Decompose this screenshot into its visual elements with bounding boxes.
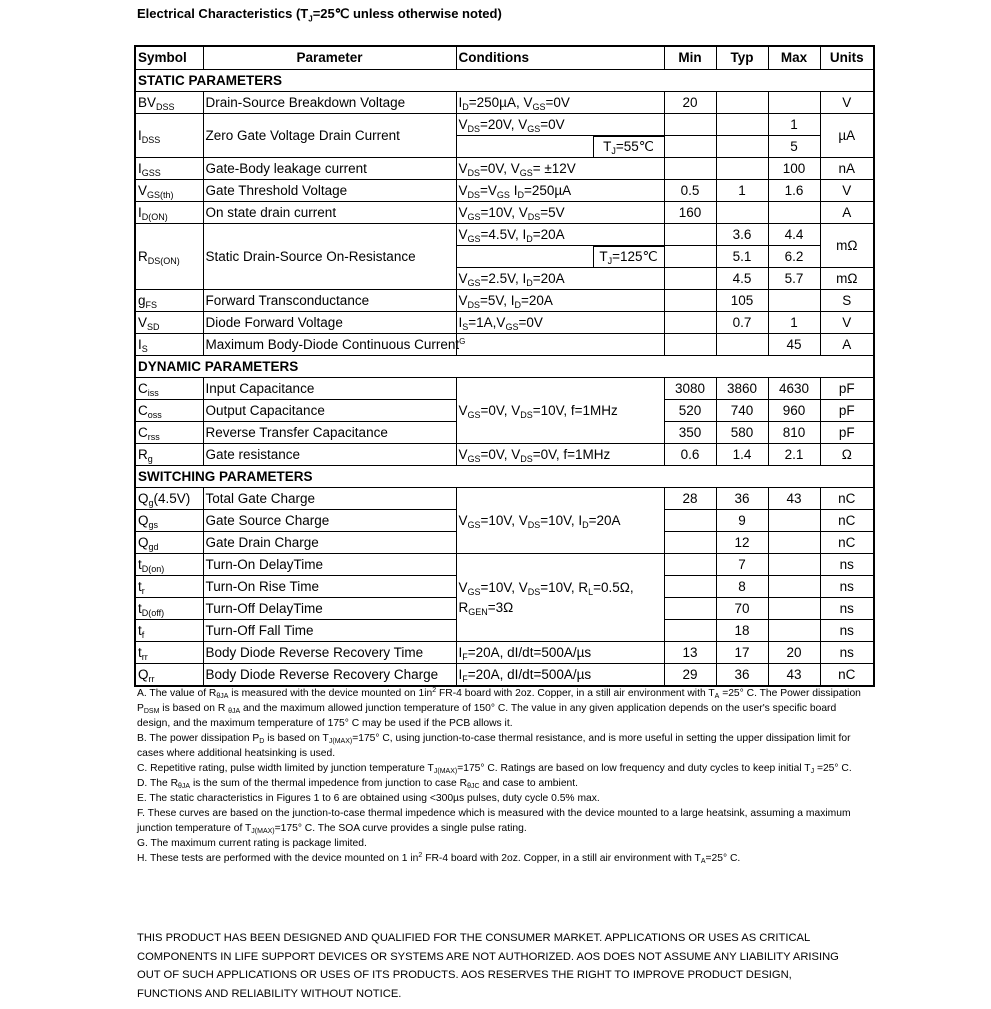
symbol-cell: $Q_{rr}$ [135,664,203,687]
table-row [135,334,874,356]
symbol-cell: $Q_{gd}$ [135,532,203,554]
condition-cell: $V_{DS}=5V$, $I_D=20A$ [456,290,664,312]
max-cell [768,510,820,532]
condition-cell: $V_{GS}=0V$, $V_{DS}=0V$, f=1MHz [456,444,664,466]
symbol-cell: $V_{SD}$ [135,312,203,334]
condition-cell: $V_{DS}=V_{GS}$ $I_D=250\mu A$ [456,180,664,202]
parameter-cell: Reverse Transfer Capacitance [203,422,456,444]
symbol-cell: $I_{DSS}$ [135,114,203,158]
footnote-a: A. The value of $R_{\theta JA}$ is measured with the device mounted on $1in^2$ FR-4 board with 2oz. Copper, in a still air environment with $T_A =25^\circ$ C. The Power dissipation $P_{DSM}$ is based on R $_{\theta JA}$ and the maximum allowed junction temperature of 150° C. The value in any given application depends on the user's specific board design, and the maximum temperature of 175° C may be used if the PCB allows it. [137,687,861,729]
typ-cell: 17 [716,642,768,664]
parameter-cell: Gate Source Charge [203,510,456,532]
typ-cell: 8 [716,576,768,598]
condition-cell: $V_{DS}=20V$, $V_{GS}=0V$ [456,114,664,136]
disclaimer-line: FUNCTIONS AND RELIABILITY WITHOUT NOTICE. [137,987,402,1000]
symbol-cell: $t_{D(on)}$ [135,554,203,576]
typ-cell: 4.5 [716,268,768,290]
page-title: Electrical Characteristics ($T_J=25℃$ unless otherwise noted) [137,6,502,24]
units-cell: ns [820,642,874,664]
condition-cell: $V_{GS}=10V$, $V_{DS}=10V$, $R_L=0.5\Omega$, $R_{GEN}=3\Omega$ [456,554,664,642]
parameter-cell: Gate Threshold Voltage [203,180,456,202]
min-cell: 3080 [664,378,716,400]
max-cell: 6.2 [768,246,820,268]
footnote-e: E. The static characteristics in Figures 1 to 6 are obtained using <300µs pulses, duty cycle 0.5% max. [137,793,600,804]
footnote-f: F. These curves are based on the junction-to-case thermal impedence which is measured with the device mounted to a large heatsink, assuming a maximum junction temperature of $T_{J(MAX)}=175^\circ$ C. The SOA curve provides a single pulse rating. [137,808,851,835]
table-row [135,180,874,202]
typ-cell: 70 [716,598,768,620]
max-cell: 2.1 [768,444,820,466]
symbol-cell: $Q_g(4.5V)$ [135,488,203,510]
condition-cell: $T_J=125℃$ [456,246,664,268]
typ-cell: 36 [716,664,768,687]
electrical-characteristics-table [134,45,875,687]
units-cell: V [820,92,874,114]
units-cell: A [820,334,874,356]
parameter-cell: Body Diode Reverse Recovery Time [203,642,456,664]
units-cell: ns [820,620,874,642]
symbol-cell: $Q_{gs}$ [135,510,203,532]
symbol-cell: $I_{GSS}$ [135,158,203,180]
max-cell: 5 [768,136,820,158]
min-cell [664,554,716,576]
header-typ: Typ [716,46,768,70]
typ-cell [716,334,768,356]
table-row [135,92,874,114]
table-row [135,312,874,334]
units-cell: mΩ [820,224,874,268]
table-row [135,444,874,466]
parameter-cell: Turn-On Rise Time [203,576,456,598]
table-row [135,554,874,576]
parameter-cell: Turn-On DelayTime [203,554,456,576]
units-cell: nC [820,488,874,510]
parameter-cell: Forward Transconductance [203,290,456,312]
max-cell: 45 [768,334,820,356]
condition-cell: $I_S=1A,V_{GS}=0V$ [456,312,664,334]
symbol-cell: $t_{rr}$ [135,642,203,664]
units-cell: ns [820,598,874,620]
disclaimer-line: THIS PRODUCT HAS BEEN DESIGNED AND QUALIFIED FOR THE CONSUMER MARKET. APPLICATIONS OR USES AS CRITICAL [137,932,811,944]
min-cell [664,290,716,312]
max-cell: 4.4 [768,224,820,246]
typ-cell: 12 [716,532,768,554]
typ-cell: 1 [716,180,768,202]
max-cell [768,92,820,114]
min-cell [664,334,716,356]
max-cell: 100 [768,158,820,180]
condition-cell: $I_D=250\mu A$, $V_{GS}=0V$ [456,92,664,114]
parameter-cell: Turn-Off Fall Time [203,620,456,642]
footnote-h: H. These tests are performed with the device mounted on 1 $in^2$ FR-4 board with 2oz. Copper, in a still air environment with $T_A=25^\circ$ C. [137,852,741,865]
condition-cell: $V_{GS}=2.5V$, $I_D=20A$ [456,268,664,290]
units-cell: pF [820,400,874,422]
condition-cell: $V_{GS}=10V$, $V_{DS}=10V$, $I_D=20A$ [456,488,664,554]
table-row-rdson-1 [135,224,874,246]
min-cell: 160 [664,202,716,224]
max-cell [768,598,820,620]
units-cell: V [820,312,874,334]
max-cell [768,202,820,224]
footnote-c: C. Repetitive rating, pulse width limited by junction temperature $T_{J(MAX)}=175^\circ$ C. Ratings are based on low frequency and duty cycles to keep initial $T_J =25^\circ$ C. [137,763,852,775]
typ-cell: 580 [716,422,768,444]
header-conditions: Conditions [456,46,664,70]
max-cell [768,576,820,598]
section-dynamic: DYNAMIC PARAMETERS [135,356,874,378]
condition-cell [456,334,664,356]
symbol-cell: $C_{iss}$ [135,378,203,400]
max-cell: 960 [768,400,820,422]
max-cell [768,554,820,576]
max-cell: 43 [768,488,820,510]
condition-cell: $V_{GS}=0V$, $V_{DS}=10V$, f=1MHz [456,378,664,444]
typ-cell: 36 [716,488,768,510]
min-cell [664,532,716,554]
min-cell [664,620,716,642]
parameter-cell: Static Drain-Source On-Resistance [203,224,456,290]
parameter-cell: Drain-Source Breakdown Voltage [203,92,456,114]
symbol-cell: $g_{FS}$ [135,290,203,312]
min-cell: 0.6 [664,444,716,466]
table-row [135,202,874,224]
parameter-cell: Gate-Body leakage current [203,158,456,180]
header-parameter: Parameter [203,46,456,70]
table-row [135,158,874,180]
max-cell: 1 [768,312,820,334]
units-cell: Ω [820,444,874,466]
units-cell: nA [820,158,874,180]
footnotes [137,686,872,866]
symbol-cell: $t_f$ [135,620,203,642]
typ-cell [716,202,768,224]
condition-cell: $I_F=20A$, dI/dt=500A/µs [456,642,664,664]
symbol-cell: $R_{DS(ON)}$ [135,224,203,290]
units-cell: ns [820,576,874,598]
units-cell: V [820,180,874,202]
typ-cell: 740 [716,400,768,422]
units-cell: A [820,202,874,224]
min-cell: 13 [664,642,716,664]
max-cell: 20 [768,642,820,664]
typ-cell [716,92,768,114]
symbol-cell: $C_{oss}$ [135,400,203,422]
parameter-cell: Turn-Off DelayTime [203,598,456,620]
parameter-cell: Input Capacitance [203,378,456,400]
condition-cell: $V_{DS}=0V$, $V_{GS}= \pm 12V$ [456,158,664,180]
header-units: Units [820,46,874,70]
units-cell: mΩ [820,268,874,290]
parameter-cell: Diode Forward Voltage [203,312,456,334]
parameter-cell: On state drain current [203,202,456,224]
section-static: STATIC PARAMETERS [135,70,874,92]
max-cell: 1.6 [768,180,820,202]
typ-cell: 105 [716,290,768,312]
symbol-cell: $R_g$ [135,444,203,466]
max-cell [768,620,820,642]
symbol-cell: $t_{D(off)}$ [135,598,203,620]
min-cell [664,510,716,532]
condition-cell: $I_F=20A$, dI/dt=500A/µs [456,664,664,687]
units-cell: pF [820,422,874,444]
units-cell: nC [820,664,874,687]
symbol-cell: $BV_{DSS}$ [135,92,203,114]
symbol-cell: $C_{rss}$ [135,422,203,444]
units-cell: pF [820,378,874,400]
min-cell: 520 [664,400,716,422]
typ-cell: 3860 [716,378,768,400]
typ-cell: 9 [716,510,768,532]
max-cell [768,532,820,554]
table-row [135,290,874,312]
min-cell [664,312,716,334]
table-row-idss-1 [135,114,874,136]
symbol-cell: $I_{D(ON)}$ [135,202,203,224]
condition-cell: $T_J=55℃$ [456,136,664,158]
min-cell [664,158,716,180]
min-cell: 350 [664,422,716,444]
table-row [135,378,874,400]
symbol-cell: $t_r$ [135,576,203,598]
disclaimer [137,929,872,1003]
max-cell: 1 [768,114,820,136]
table-header-row [135,46,874,70]
max-cell: 43 [768,664,820,687]
header-symbol: Symbol [135,46,203,70]
footnote-g: G. The maximum current rating is package limited. [137,838,367,849]
disclaimer-line: COMPONENTS IN LIFE SUPPORT DEVICES OR SYSTEMS ARE NOT AUTHORIZED. AOS DOES NOT ASSUME ANY LIABILITY ARISING [137,950,839,963]
table-row [135,642,874,664]
disclaimer-line: OUT OF SUCH APPLICATIONS OR USES OF ITS PRODUCTS. AOS RESERVES THE RIGHT TO IMPROVE PRODUCT DESIGN, [137,969,792,981]
parameter-cell: Output Capacitance [203,400,456,422]
typ-cell: 7 [716,554,768,576]
condition-cell: $V_{GS}=10V$, $V_{DS}=5V$ [456,202,664,224]
max-cell: 810 [768,422,820,444]
condition-cell: $V_{GS}=4.5V$, $I_D=20A$ [456,224,664,246]
table-row [135,664,874,687]
max-cell: 5.7 [768,268,820,290]
typ-cell: 0.7 [716,312,768,334]
units-cell: nC [820,532,874,554]
footnote-b: B. The power dissipation $P_D$ is based on $T_{J(MAX)}=175^\circ$ C, using junction-to-case thermal resistance, and is more useful in setting the upper dissipation limit for cases where additional heatsinking is used. [137,733,851,759]
header-max: Max [768,46,820,70]
typ-cell [716,158,768,180]
parameter-cell: Gate resistance [203,444,456,466]
min-cell [664,598,716,620]
symbol-cell: $I_S$ [135,334,203,356]
parameter-cell: Zero Gate Voltage Drain Current [203,114,456,158]
units-cell: S [820,290,874,312]
footnote-d: D. The $R_{\theta JA}$ is the sum of the thermal impedence from junction to case $R_{\theta JC}$ and case to ambient. [137,778,579,790]
units-cell: ns [820,554,874,576]
parameter-cell: Gate Drain Charge [203,532,456,554]
min-cell: 28 [664,488,716,510]
typ-cell: 5.1 [716,246,768,268]
min-cell [664,576,716,598]
symbol-cell: $V_{GS(th)}$ [135,180,203,202]
min-cell: 20 [664,92,716,114]
parameter-cell: Body Diode Reverse Recovery Charge [203,664,456,687]
max-cell [768,290,820,312]
units-cell: µA [820,114,874,158]
typ-cell: 18 [716,620,768,642]
units-cell: nC [820,510,874,532]
header-min: Min [664,46,716,70]
typ-cell: 1.4 [716,444,768,466]
min-cell: 29 [664,664,716,687]
typ-cell: 3.6 [716,224,768,246]
table-row [135,488,874,510]
min-cell: 0.5 [664,180,716,202]
parameter-cell: Maximum Body-Diode Continuous Current$^G$ [203,334,456,356]
max-cell: 4630 [768,378,820,400]
section-switching: SWITCHING PARAMETERS [135,466,874,488]
parameter-cell: Total Gate Charge [203,488,456,510]
